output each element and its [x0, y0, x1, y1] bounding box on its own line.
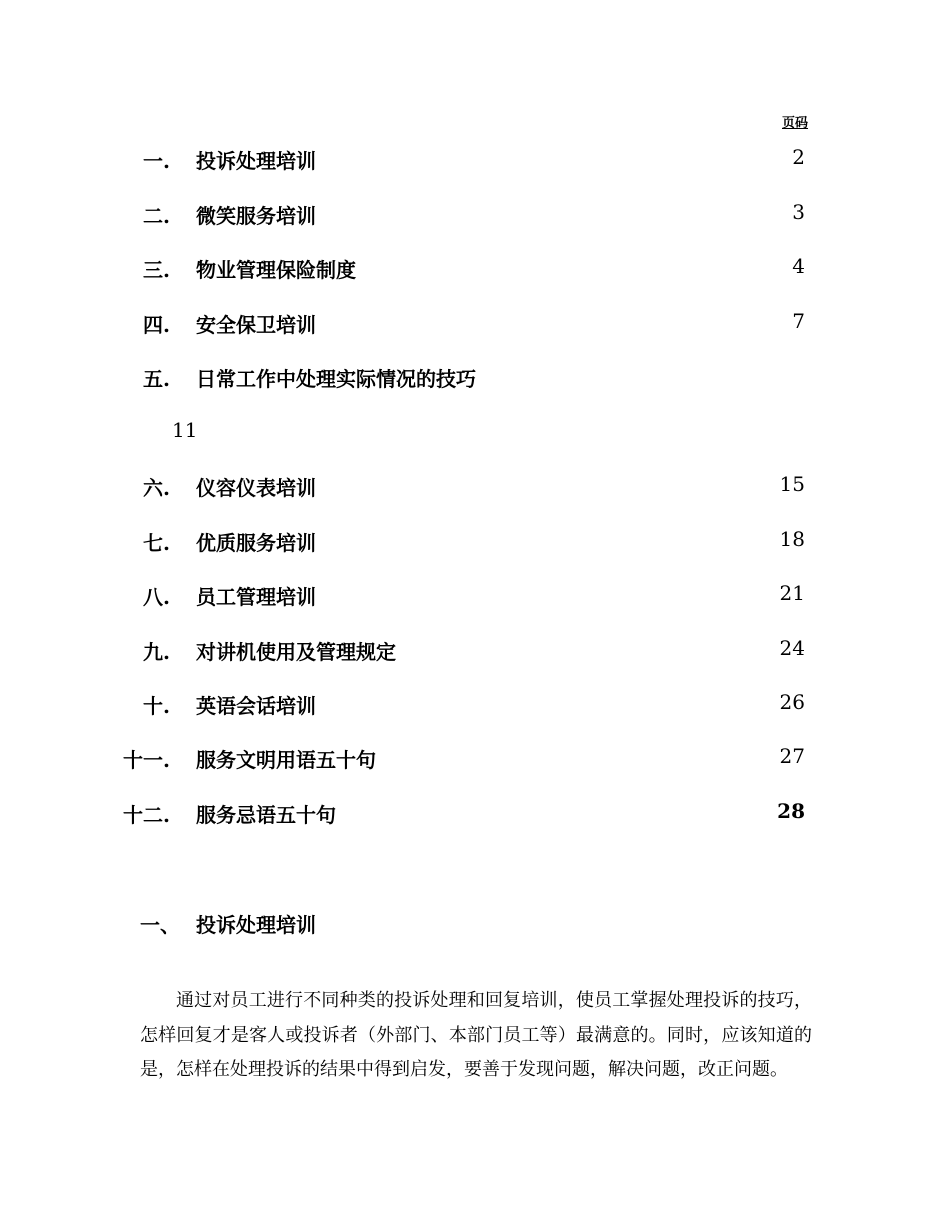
toc-entry-title: 服务忌语五十句	[196, 803, 336, 827]
toc-entry-page: 24	[779, 636, 805, 660]
toc-entry-title: 投诉处理培训	[196, 149, 316, 173]
toc-entry-title: 英语会话培训	[196, 694, 316, 718]
toc-entry-number: 十二.	[123, 803, 170, 827]
toc-entry-number: 一.	[143, 149, 170, 173]
toc-entry	[0, 527, 950, 557]
toc-entry	[0, 744, 950, 774]
toc-entry-title: 日常工作中处理实际情况的技巧	[196, 367, 476, 391]
toc-entry	[0, 636, 950, 666]
toc-entry-title: 物业管理保险制度	[196, 258, 356, 282]
section-paragraph: 通过对员工进行不同种类的投诉处理和回复培训，使员工掌握处理投诉的技巧，怎样回复才是客人或投诉者（外部门、本部门员工等）最满意的。同时，应该知道的是，怎样在处理投诉的结果中得到启发，要善于发现问题，解决问题，改正问题。	[140, 990, 812, 1080]
toc-entry-number: 四.	[143, 313, 170, 337]
toc-entry-number: 七.	[143, 531, 170, 555]
toc-entry-number: 十.	[143, 694, 170, 718]
toc-entry-title: 优质服务培训	[196, 531, 316, 555]
section-title: 投诉处理培训	[196, 913, 316, 937]
toc-entry	[0, 363, 950, 393]
toc-entry	[0, 690, 950, 720]
toc-entry	[0, 581, 950, 611]
toc-entry-page: 2	[792, 145, 805, 169]
toc-page-column-header: 页码	[782, 116, 809, 131]
toc-entry-number: 六.	[143, 476, 170, 500]
toc-entry-title: 对讲机使用及管理规定	[196, 640, 396, 664]
toc-entry-number: 十一.	[123, 748, 170, 772]
toc-entry-page: 7	[792, 309, 805, 333]
section-number: 一、	[140, 913, 180, 937]
toc-entry	[0, 254, 950, 284]
toc-entry-number: 三.	[143, 258, 170, 282]
toc-entry-title: 仪容仪表培训	[196, 476, 316, 500]
toc-entry-page: 4	[792, 254, 805, 278]
toc-entry-page: 28	[777, 799, 805, 823]
toc-entry-page: 11	[172, 418, 198, 442]
toc-entry	[0, 309, 950, 339]
toc-entry-number: 二.	[143, 204, 170, 228]
toc-entry	[0, 200, 950, 230]
toc-entry-page: 15	[779, 472, 805, 496]
toc-entry-page: 3	[792, 200, 805, 224]
toc-entry-title: 服务文明用语五十句	[196, 748, 376, 772]
toc-entry-title: 安全保卫培训	[196, 313, 316, 337]
toc-entry	[0, 472, 950, 502]
toc-entry-number: 九.	[143, 640, 170, 664]
toc-entry-title: 微笑服务培训	[196, 204, 316, 228]
toc-entry-number: 八.	[143, 585, 170, 609]
toc-entry-page: 27	[779, 744, 805, 768]
section-heading	[0, 909, 950, 939]
toc-entry-title: 员工管理培训	[196, 585, 316, 609]
toc-entry-number: 五.	[143, 367, 170, 391]
toc-entry	[0, 145, 950, 175]
toc-entry-page: 18	[779, 527, 805, 551]
toc-entry-page: 21	[779, 581, 805, 605]
toc-entry-wrapped-page	[0, 418, 950, 448]
toc-entry	[0, 799, 950, 829]
toc-entry-page: 26	[779, 690, 805, 714]
